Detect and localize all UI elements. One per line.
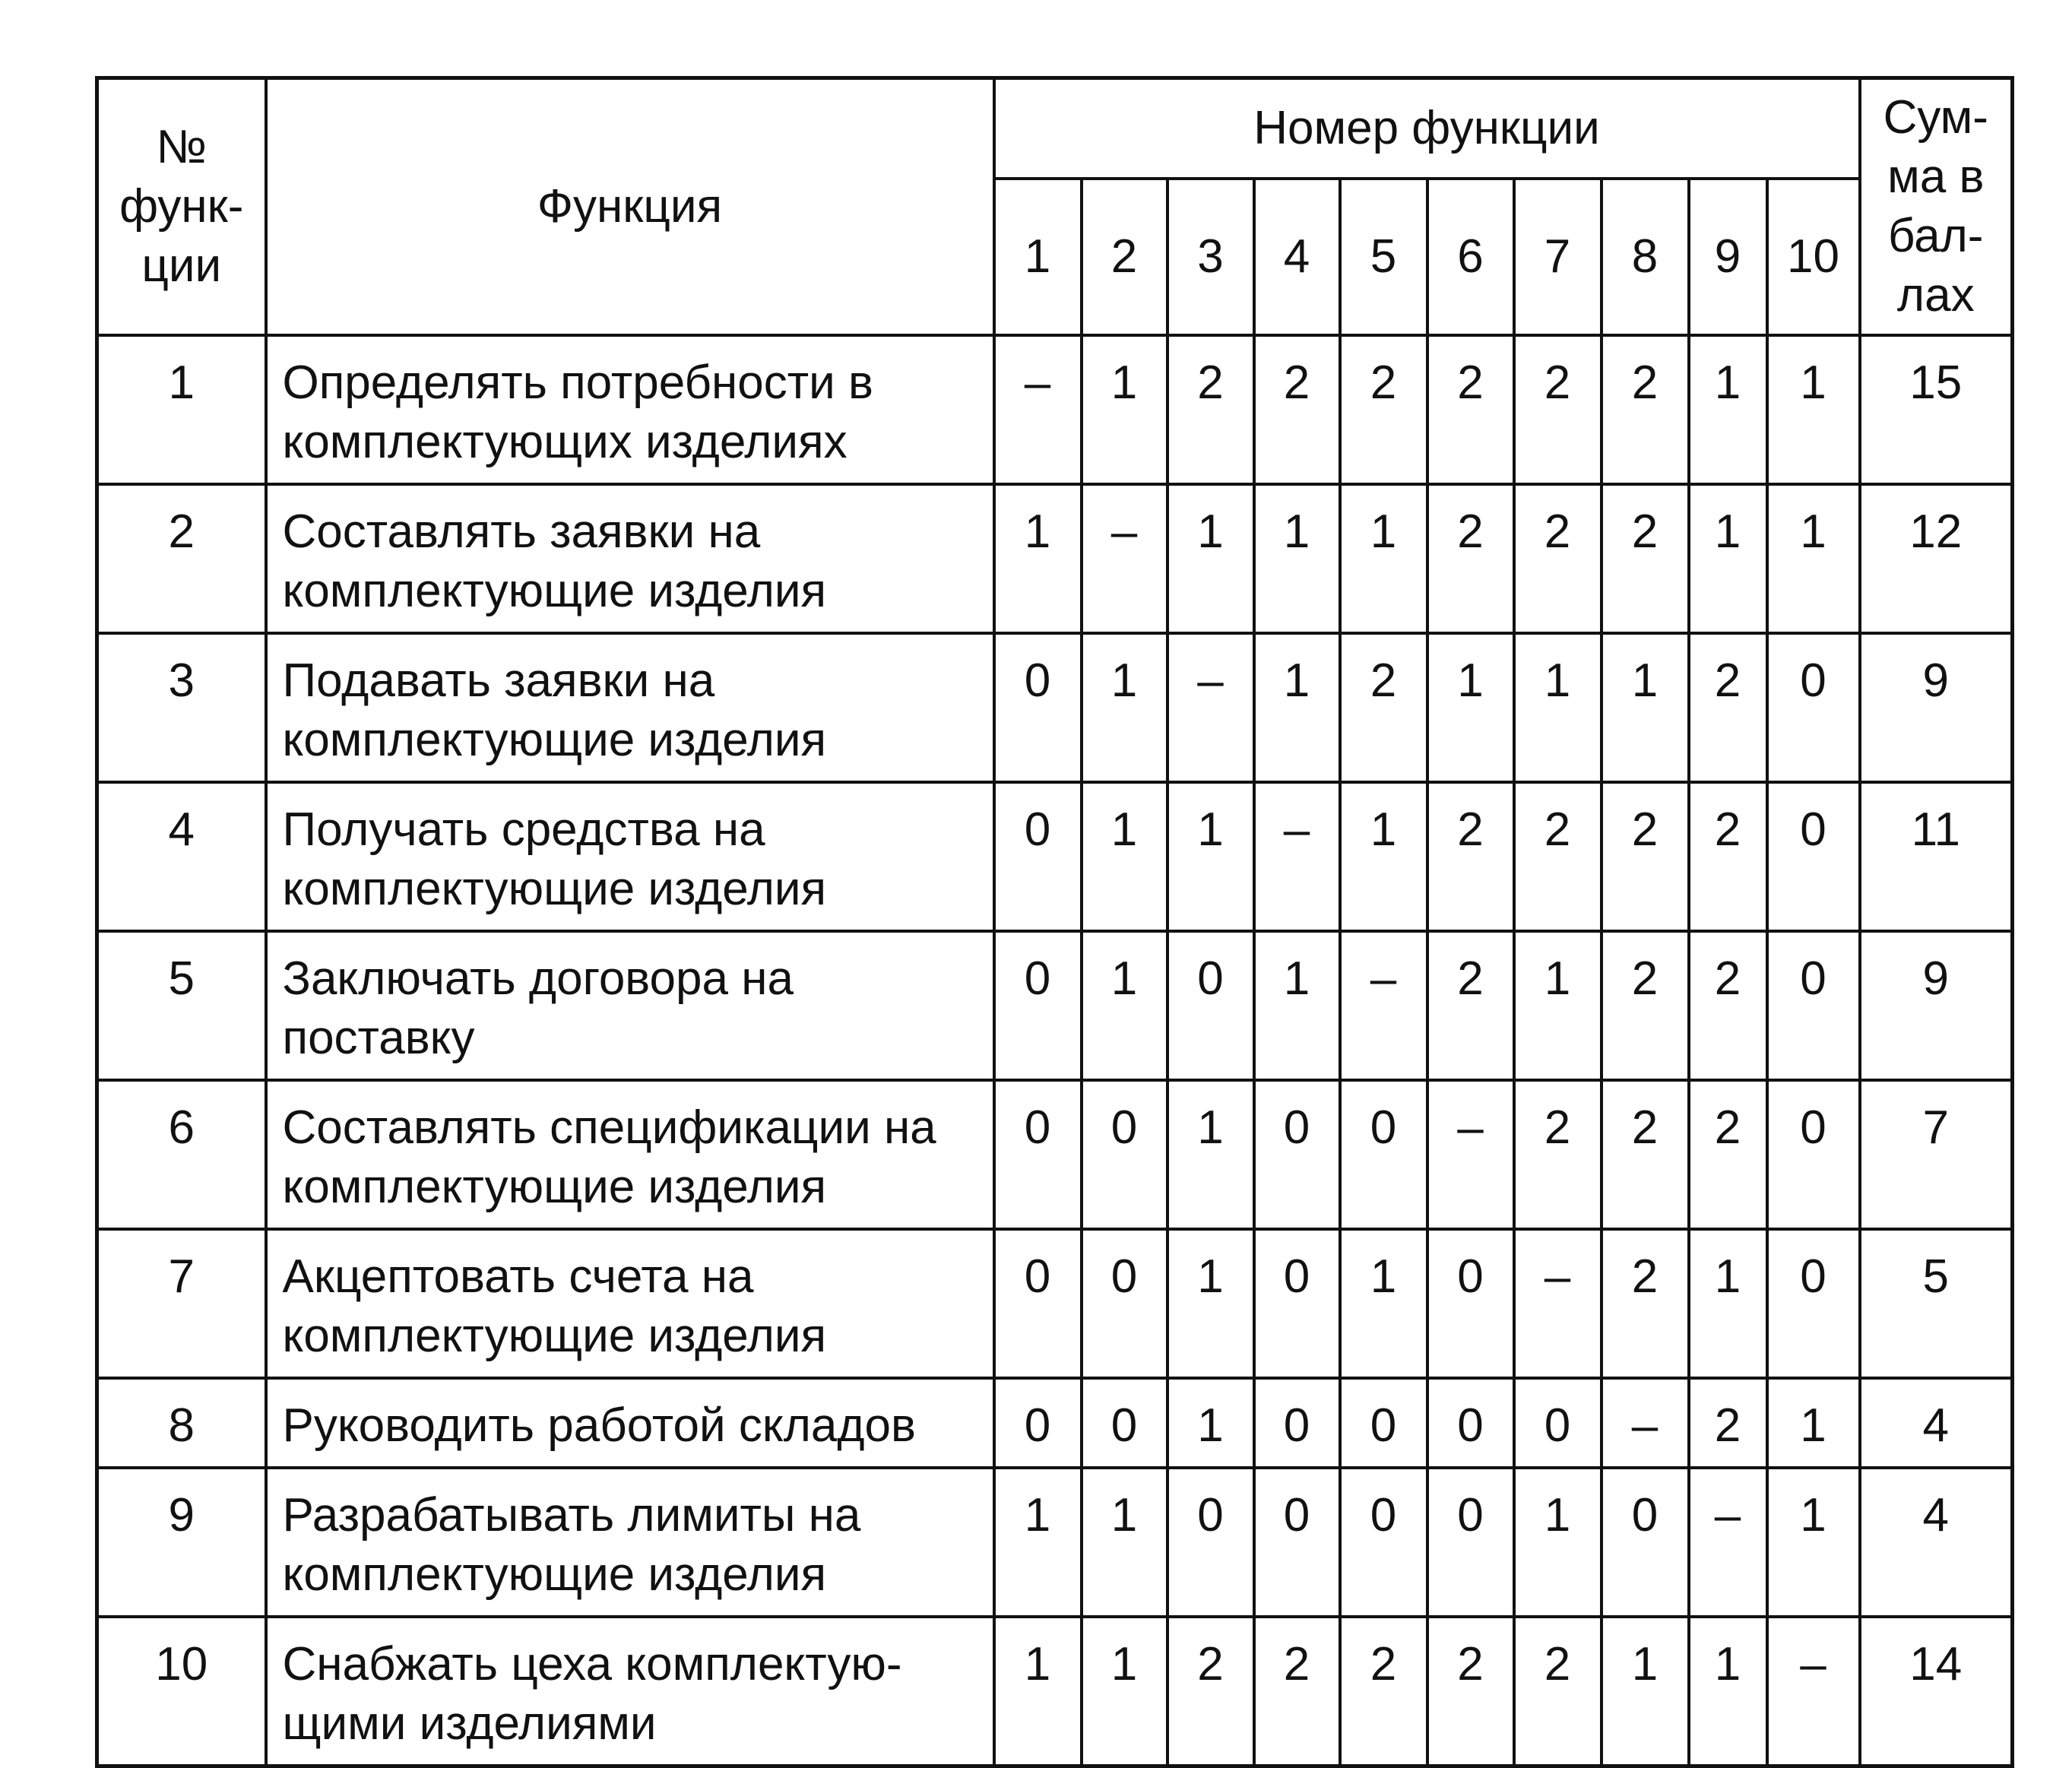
header-function-name: Функция [266, 78, 994, 336]
score-cell-2: 1 [1082, 782, 1167, 931]
header-function-number: № функ- ции [97, 78, 266, 336]
score-cell-5: – [1340, 931, 1427, 1080]
score-cell-3: 1 [1167, 1080, 1254, 1229]
score-cell-10: 1 [1767, 1468, 1860, 1617]
row-number-cell: 6 [97, 1080, 266, 1229]
score-cell-8: – [1602, 1378, 1689, 1468]
score-cell-1: 0 [994, 931, 1082, 1080]
column-header-5: 5 [1340, 179, 1427, 335]
score-cell-10: 1 [1767, 335, 1860, 484]
sum-cell: 4 [1860, 1468, 2013, 1617]
row-number-cell: 8 [97, 1378, 266, 1468]
table-row [97, 1229, 2013, 1378]
function-name-cell [266, 1080, 994, 1229]
score-cell-5: 2 [1340, 633, 1427, 782]
column-header-8: 8 [1602, 179, 1689, 335]
score-cell-6: 2 [1427, 484, 1514, 633]
score-cell-10: 0 [1767, 1229, 1860, 1378]
row-number-cell: 2 [97, 484, 266, 633]
function-name-line-1: Заключать договора на [282, 952, 794, 1005]
table-row [97, 931, 2013, 1080]
function-name-cell [266, 1229, 994, 1378]
score-cell-7: 2 [1514, 335, 1602, 484]
column-header-7: 7 [1514, 179, 1602, 335]
function-name-line-1: Акцептовать счета на [282, 1250, 754, 1303]
score-cell-5: 1 [1340, 1229, 1427, 1378]
function-name-line-2: комплектующие изделия [282, 565, 827, 617]
function-name-line-2: комплектующие изделия [282, 714, 827, 766]
sum-cell: 9 [1860, 931, 2013, 1080]
table-row [97, 1468, 2013, 1617]
sum-cell: 9 [1860, 633, 2013, 782]
score-cell-7: 2 [1514, 484, 1602, 633]
score-cell-10: – [1767, 1617, 1860, 1766]
score-cell-2: 1 [1082, 1617, 1167, 1766]
row-number-cell: 3 [97, 633, 266, 782]
score-cell-6: 2 [1427, 335, 1514, 484]
score-cell-3: 2 [1167, 1617, 1254, 1766]
function-name-line-2: комплектующие изделия [282, 1310, 827, 1362]
score-cell-6: 1 [1427, 633, 1514, 782]
score-cell-7: 1 [1514, 633, 1602, 782]
score-cell-8: 2 [1602, 931, 1689, 1080]
function-name-line-1: Составлять заявки на [282, 505, 761, 558]
score-cell-6: 0 [1427, 1378, 1514, 1468]
score-cell-3: 0 [1167, 1468, 1254, 1617]
row-number-cell: 7 [97, 1229, 266, 1378]
score-cell-4: – [1254, 782, 1340, 931]
function-name-cell [266, 782, 994, 931]
row-number-cell: 10 [97, 1617, 266, 1766]
row-number-cell: 1 [97, 335, 266, 484]
score-cell-3: 1 [1167, 484, 1254, 633]
score-cell-1: 0 [994, 1229, 1082, 1378]
column-header-9: 9 [1689, 179, 1767, 335]
score-cell-2: 0 [1082, 1229, 1167, 1378]
sum-cell: 7 [1860, 1080, 2013, 1229]
sum-cell: 15 [1860, 335, 2013, 484]
score-cell-7: – [1514, 1229, 1602, 1378]
function-name-line-2: комплектующие изделия [282, 1548, 827, 1601]
column-header-4: 4 [1254, 179, 1340, 335]
score-cell-6: – [1427, 1080, 1514, 1229]
function-name-line-1: Составлять спецификации на [282, 1101, 936, 1154]
score-cell-4: 1 [1254, 633, 1340, 782]
score-cell-8: 2 [1602, 1229, 1689, 1378]
function-matrix-table [95, 76, 2014, 1768]
score-cell-4: 0 [1254, 1229, 1340, 1378]
score-cell-9: 2 [1689, 782, 1767, 931]
score-cell-9: – [1689, 1468, 1767, 1617]
function-name-cell [266, 1468, 994, 1617]
function-name-line-2: комплектующие изделия [282, 863, 827, 915]
score-cell-8: 2 [1602, 782, 1689, 931]
score-cell-5: 0 [1340, 1378, 1427, 1468]
score-cell-5: 2 [1340, 335, 1427, 484]
score-cell-8: 0 [1602, 1468, 1689, 1617]
function-name-cell [266, 335, 994, 484]
score-cell-7: 1 [1514, 931, 1602, 1080]
score-cell-10: 1 [1767, 484, 1860, 633]
table-row [97, 484, 2013, 633]
score-cell-5: 0 [1340, 1468, 1427, 1617]
row-number-cell: 4 [97, 782, 266, 931]
table-row [97, 1378, 2013, 1468]
score-cell-3: 0 [1167, 931, 1254, 1080]
score-cell-4: 0 [1254, 1378, 1340, 1468]
score-cell-9: 1 [1689, 335, 1767, 484]
function-name-line-2: щими изделиями [282, 1697, 657, 1750]
score-cell-1: 0 [994, 1080, 1082, 1229]
score-cell-9: 1 [1689, 1229, 1767, 1378]
score-cell-10: 1 [1767, 1378, 1860, 1468]
function-name-line-2: комплектующие изделия [282, 1161, 827, 1213]
row-number-cell: 5 [97, 931, 266, 1080]
score-cell-5: 1 [1340, 484, 1427, 633]
column-header-3: 3 [1167, 179, 1254, 335]
score-cell-8: 2 [1602, 484, 1689, 633]
column-header-1: 1 [994, 179, 1082, 335]
score-cell-7: 2 [1514, 1617, 1602, 1766]
header-function-number-group: Номер функции [994, 78, 1860, 179]
score-cell-1: 0 [994, 782, 1082, 931]
function-name-cell [266, 1378, 994, 1468]
score-cell-9: 2 [1689, 633, 1767, 782]
score-cell-9: 2 [1689, 1080, 1767, 1229]
score-cell-6: 2 [1427, 931, 1514, 1080]
score-cell-4: 0 [1254, 1080, 1340, 1229]
table-row [97, 1617, 2013, 1766]
score-cell-4: 1 [1254, 484, 1340, 633]
score-cell-10: 0 [1767, 633, 1860, 782]
score-cell-2: 0 [1082, 1378, 1167, 1468]
score-cell-1: 1 [994, 1468, 1082, 1617]
score-cell-1: – [994, 335, 1082, 484]
score-cell-9: 1 [1689, 1617, 1767, 1766]
score-cell-10: 0 [1767, 782, 1860, 931]
score-cell-2: 1 [1082, 931, 1167, 1080]
table-row [97, 335, 2013, 484]
score-cell-8: 2 [1602, 335, 1689, 484]
score-cell-1: 0 [994, 633, 1082, 782]
score-cell-5: 2 [1340, 1617, 1427, 1766]
score-cell-3: 1 [1167, 1229, 1254, 1378]
sum-cell: 12 [1860, 484, 2013, 633]
score-cell-6: 2 [1427, 782, 1514, 931]
score-cell-1: 1 [994, 1617, 1082, 1766]
score-cell-10: 0 [1767, 1080, 1860, 1229]
header-sum-points: Сум- ма в бал- лах [1860, 78, 2013, 336]
header-row-top [97, 78, 2013, 179]
column-header-6: 6 [1427, 179, 1514, 335]
score-cell-3: – [1167, 633, 1254, 782]
row-number-cell: 9 [97, 1468, 266, 1617]
score-cell-2: 1 [1082, 1468, 1167, 1617]
score-cell-9: 2 [1689, 931, 1767, 1080]
score-cell-7: 2 [1514, 782, 1602, 931]
score-cell-10: 0 [1767, 931, 1860, 1080]
function-name-line-1: Определять потребности в [282, 356, 873, 409]
score-cell-8: 1 [1602, 1617, 1689, 1766]
score-cell-2: 1 [1082, 335, 1167, 484]
score-cell-2: – [1082, 484, 1167, 633]
table-row [97, 633, 2013, 782]
score-cell-8: 1 [1602, 633, 1689, 782]
function-name-line-2: поставку [282, 1012, 475, 1064]
score-cell-2: 1 [1082, 633, 1167, 782]
score-cell-6: 0 [1427, 1229, 1514, 1378]
score-cell-9: 2 [1689, 1378, 1767, 1468]
function-name-cell [266, 931, 994, 1080]
score-cell-7: 2 [1514, 1080, 1602, 1229]
score-cell-6: 0 [1427, 1468, 1514, 1617]
function-name-line-2: комплектующих изделиях [282, 416, 847, 468]
function-name-cell [266, 1617, 994, 1766]
score-cell-3: 2 [1167, 335, 1254, 484]
score-cell-4: 1 [1254, 931, 1340, 1080]
score-cell-3: 1 [1167, 1378, 1254, 1468]
sum-cell: 4 [1860, 1378, 2013, 1468]
score-cell-7: 0 [1514, 1378, 1602, 1468]
sum-cell: 5 [1860, 1229, 2013, 1378]
score-cell-9: 1 [1689, 484, 1767, 633]
table-body [97, 335, 2013, 1766]
column-header-2: 2 [1082, 179, 1167, 335]
score-cell-1: 1 [994, 484, 1082, 633]
sum-cell: 11 [1860, 782, 2013, 931]
function-name-cell [266, 633, 994, 782]
score-cell-5: 1 [1340, 782, 1427, 931]
score-cell-6: 2 [1427, 1617, 1514, 1766]
function-name-line-1: Подавать заявки на [282, 654, 715, 707]
column-header-10: 10 [1767, 179, 1860, 335]
score-cell-1: 0 [994, 1378, 1082, 1468]
table-row [97, 1080, 2013, 1229]
score-cell-3: 1 [1167, 782, 1254, 931]
score-cell-4: 0 [1254, 1468, 1340, 1617]
function-name-line-1: Получать средства на [282, 803, 765, 856]
score-cell-8: 2 [1602, 1080, 1689, 1229]
table-row [97, 782, 2013, 931]
score-cell-5: 0 [1340, 1080, 1427, 1229]
score-cell-4: 2 [1254, 335, 1340, 484]
function-name-cell [266, 484, 994, 633]
function-name-line-1: Руководить работой складов [282, 1399, 916, 1452]
function-name-line-1: Снабжать цеха комплектую- [282, 1638, 902, 1690]
score-cell-7: 1 [1514, 1468, 1602, 1617]
score-cell-2: 0 [1082, 1080, 1167, 1229]
sum-cell: 14 [1860, 1617, 2013, 1766]
function-name-line-1: Разрабатывать лимиты на [282, 1489, 861, 1541]
score-cell-4: 2 [1254, 1617, 1340, 1766]
